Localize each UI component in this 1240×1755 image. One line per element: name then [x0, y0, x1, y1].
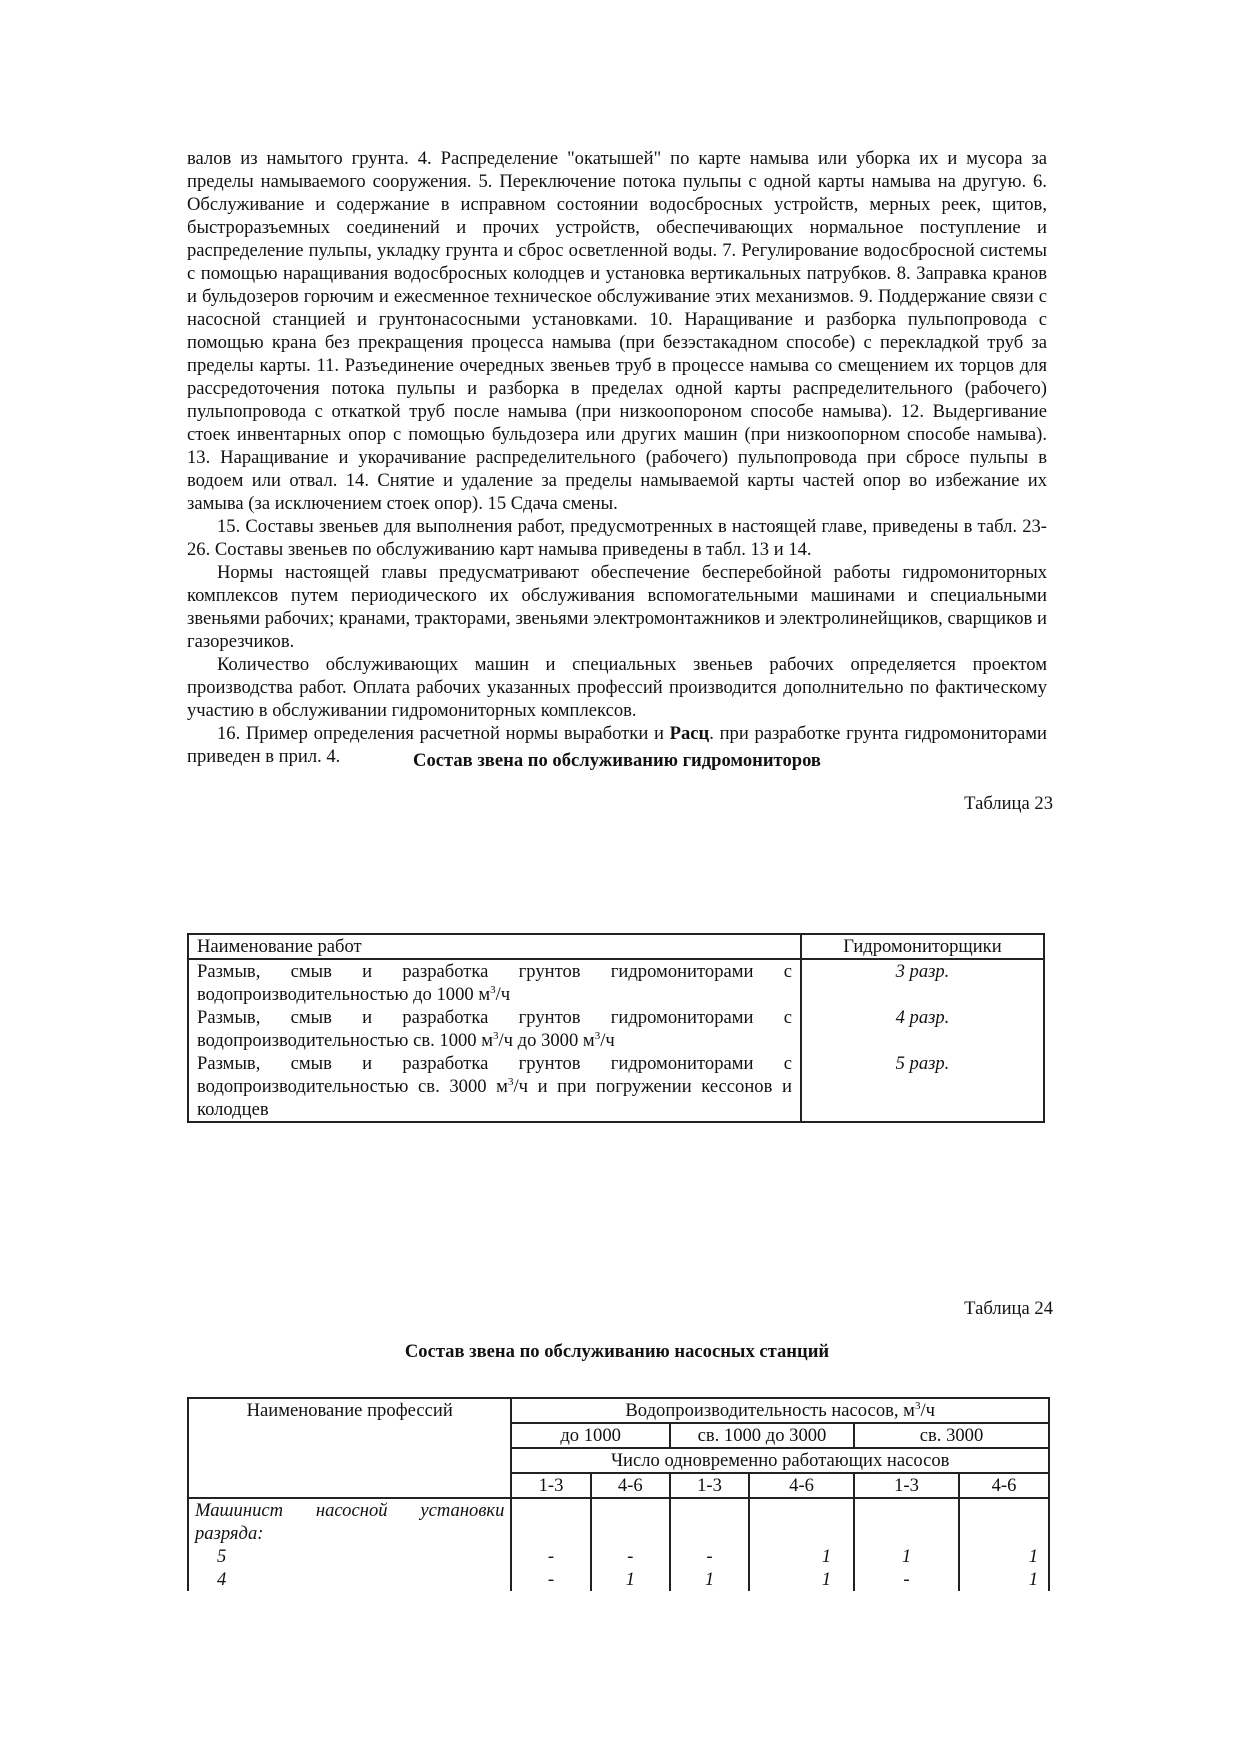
t24-count: 4-6: [591, 1473, 670, 1498]
t23-grade-cell: 5 разр.: [801, 1052, 1044, 1122]
t24-value: 1: [670, 1568, 749, 1591]
t24-value: 1: [959, 1545, 1049, 1568]
table-row: [188, 959, 1044, 1006]
p16-text-before: 16. Пример определения расчетной нормы выработки и: [217, 723, 670, 744]
t24-group-label: Машинист насосной установки разряда:: [188, 1498, 511, 1545]
t24-header-profession: Наименование профессий: [188, 1398, 511, 1498]
t23-work-cell: Размыв, смыв и разработка грунтов гидромониторами с водопроизводительностью св. 1000 $м^3/ч$ до 3000 $м^3/ч$: [188, 1006, 801, 1052]
table23-number: Таблица 23: [964, 793, 1053, 814]
t23-work-cell: Размыв, смыв и разработка грунтов гидромониторами с водопроизводительностью до 1000 $м^3/ч$: [188, 959, 801, 1006]
t24-value: -: [591, 1545, 670, 1568]
t24-value: -: [511, 1568, 590, 1591]
table24-number: Таблица 24: [964, 1298, 1053, 1319]
table-row: [188, 1545, 1049, 1568]
t24-count: 1-3: [670, 1473, 749, 1498]
t23-grade-cell: 3 разр.: [801, 959, 1044, 1006]
t24-grade: 4: [188, 1568, 511, 1591]
t24-value: 1: [959, 1568, 1049, 1591]
table-row: [188, 1006, 1044, 1052]
table-row: [188, 1052, 1044, 1122]
table23-title: Состав звена по обслуживанию гидромониторов: [413, 750, 821, 771]
paragraph-15: 15. Составы звеньев для выполнения работ, предусмотренных в настоящей главе, приведены в табл. 23-26. Составы звеньев по обслуживанию карт намыва приведены в табл. 13 и 14.: [187, 516, 1047, 560]
t24-count: 1-3: [511, 1473, 590, 1498]
table-23: [187, 933, 1045, 1123]
table-row: [188, 1498, 1049, 1545]
t24-grade: 5: [188, 1545, 511, 1568]
table-24: [187, 1397, 1050, 1591]
t23-header-operators: Гидромониторщики: [801, 934, 1044, 959]
t24-header-capacity: Водопроизводительность насосов, $м^3/ч$: [511, 1398, 1049, 1423]
t24-group-3: св. 3000: [854, 1423, 1049, 1448]
t24-count: 4-6: [959, 1473, 1049, 1498]
t24-group-1: до 1000: [511, 1423, 669, 1448]
t23-work-cell: Размыв, смыв и разработка грунтов гидромониторами с водопроизводительностью св. 3000 $м^3/ч$ и при погружении кессонов и колодцев: [188, 1052, 801, 1122]
t24-value: 1: [749, 1568, 854, 1591]
p16-text-after: . при разработке грунта гидромониторами приведен в прил. 4.: [187, 723, 1047, 767]
t24-count: 4-6: [749, 1473, 854, 1498]
t24-value: 1: [749, 1545, 854, 1568]
t23-grade-cell: 4 разр.: [801, 1006, 1044, 1052]
document-body: [187, 147, 1047, 768]
paragraph-norms: Нормы настоящей главы предусматривают обеспечение бесперебойной работы гидромониторных комплексов путем периодического их обслуживания вспомогательными машинами и специальными звеньями рабочих; кранами, тракторами, звеньями электромонтажников и электролинейщиков, сварщиков и газорезчиков.: [187, 562, 1047, 652]
t24-pumps-header: Число одновременно работающих насосов: [511, 1448, 1049, 1473]
t24-group-2: св. 1000 до 3000: [670, 1423, 854, 1448]
t24-value: -: [854, 1568, 959, 1591]
t24-value: -: [670, 1545, 749, 1568]
p16-bold-term: Расц: [669, 723, 710, 744]
paragraph-quantity: Количество обслуживающих машин и специальных звеньев рабочих определяется проектом производства работ. Оплата рабочих указанных профессий производится дополнительно по фактическому участию в обслуживании гидромониторных комплексов.: [187, 654, 1047, 721]
t24-value: 1: [854, 1545, 959, 1568]
table24-title: Состав звена по обслуживанию насосных станций: [404, 1341, 830, 1362]
t23-header-work: Наименование работ: [188, 934, 801, 959]
t24-count: 1-3: [854, 1473, 959, 1498]
t24-value: 1: [591, 1568, 670, 1591]
table-row: [188, 1568, 1049, 1591]
t24-value: -: [511, 1545, 590, 1568]
paragraph-work-list: валов из намытого грунта. 4. Распределение "окатышей" по карте намыва или уборка их и мусора за пределы намываемого сооружения. 5. Переключение потока пульпы с одной карты намыва на другую. 6. Обслуживание и содержание в исправном состоянии водосбросных устройств, мерных реек, щитов, быстроразъемных соединений и прочих устройств, обеспечивающих нормальное поступление и распределение пульпы, укладку грунта и сброс осветленной воды. 7. Регулирование водосбросной системы с помощью наращивания водосбросных колодцев и установка вертикальных патрубков. 8. Заправка кранов и бульдозеров горючим и ежесменное техническое обслуживание этих механизмов. 9. Поддержание связи с насосной станцией и грунтонасосными установками. 10. Наращивание и разборка пульпопровода с помощью крана без прекращения процесса намыва (при безэстакадном способе) с перекладкой труб за пределы карты. 11. Разъединение очередных звеньев труб в процессе намыва со смещением их торцов для рассредоточения потока пульпы и разборка в пределах одной карты распределительного (рабочего) пульпопровода с откаткой труб после намыва (при низкоопороном способе намыва). 12. Выдергивание стоек инвентарных опор с помощью бульдозера или других машин (при низкоопорном способе намыва). 13. Наращивание и укорачивание распределительного (рабочего) пульпопровода при сбросе пульпы в водоем или отвал. 14. Снятие и удаление за пределы намываемой карты частей опор во избежание их замыва (за исключением стоек опор). 15 Сдача смены.: [187, 148, 1047, 514]
